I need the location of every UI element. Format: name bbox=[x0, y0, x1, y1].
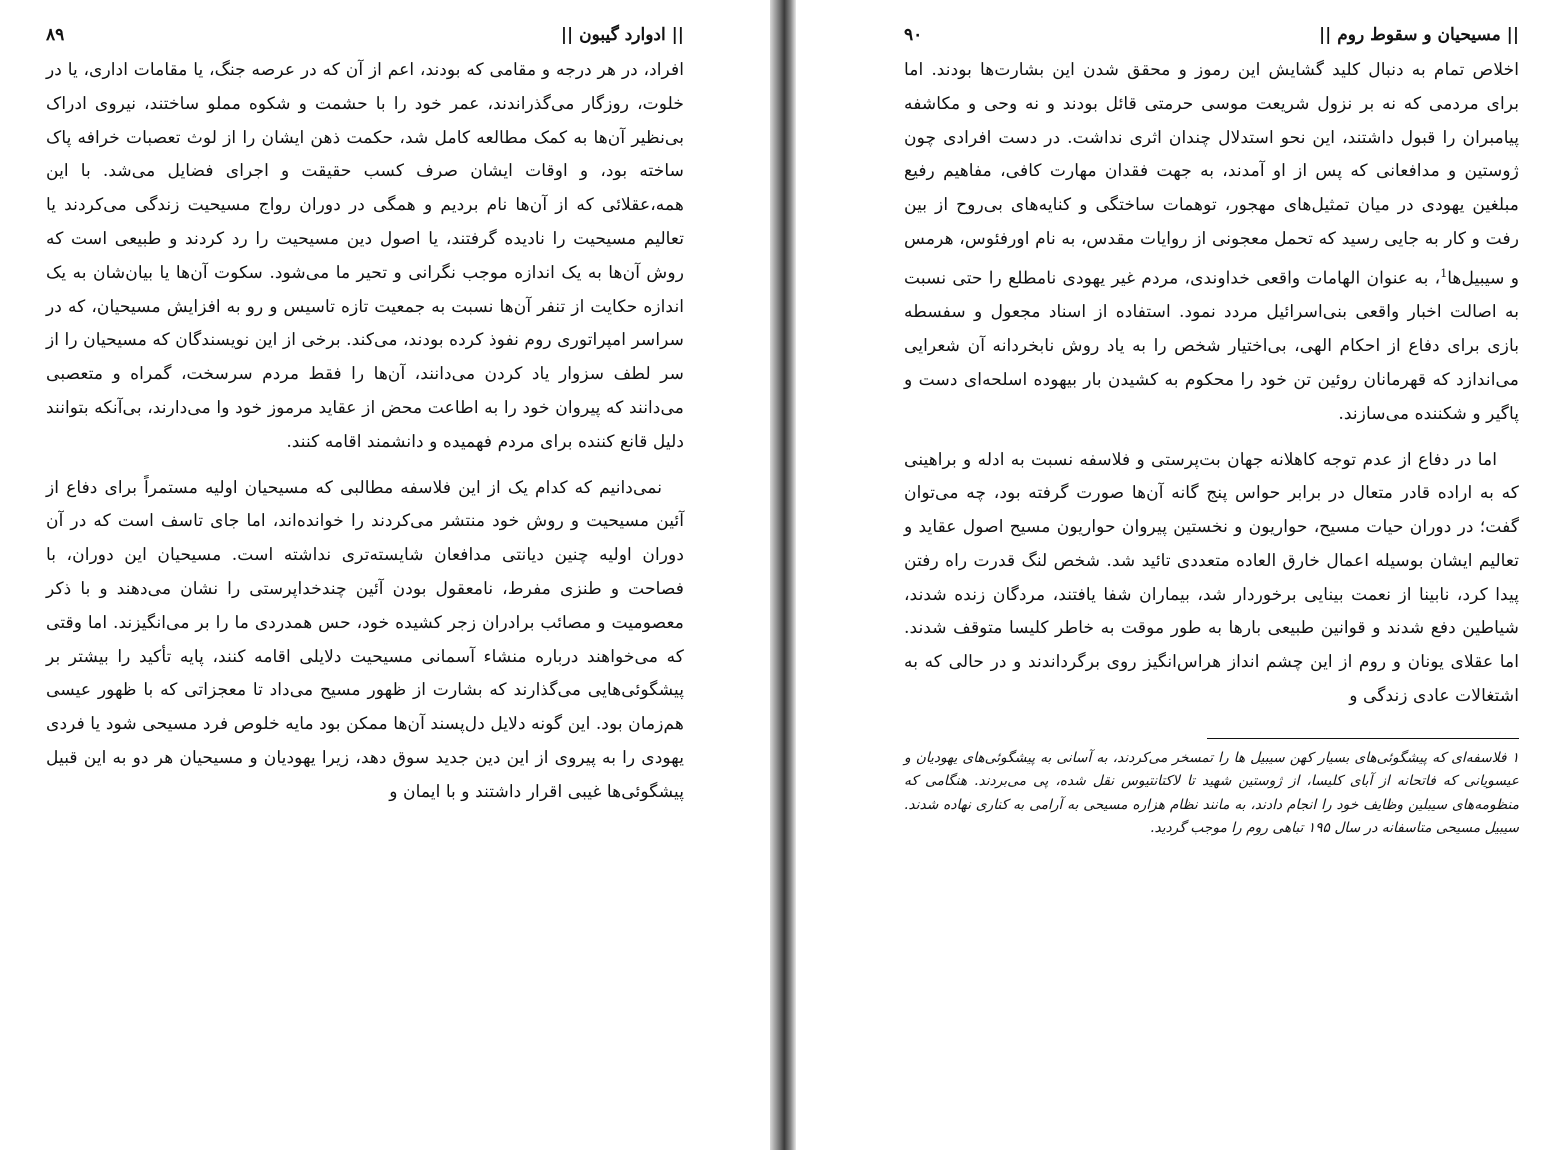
right-page bbox=[796, 0, 1557, 1150]
footnote-reference[interactable]: 1 bbox=[1440, 266, 1448, 280]
right-page-header bbox=[904, 20, 1519, 50]
page-number: ۹۰ bbox=[904, 25, 923, 45]
left-page bbox=[0, 0, 770, 1150]
footnote: ۱ فلاسفه‌ای که پیشگوئی‌های بسیار کهن سیبیل ها را تمسخر می‌کردند، به آسانی به پیشگوئی‌های یهودیان و عیسویانی که فاتحانه از آبای کلیسا، از ژوستین شهید تا لاکتانتیوس نقل شده، پی می‌بردند. هنگامی که منظومه‌های سیبلین وظایف خود را انجام دادند، به مانند نظام هزاره مسیحی به آرامی به کناری نهاده شدند. سیبیل مسیحی متاسفانه در سال ۱۹۵ تباهی روم را موجب گردید. bbox=[904, 749, 1519, 837]
running-title: || مسیحیان و سقوط روم || bbox=[1319, 25, 1519, 45]
paragraph-text: ، به عنوان الهامات واقعی خداوندی، مردم غیر یهودی نامطلع را حتی نسبت به اصالت اخبار واقعی بنی‌اسرائیل مردد نمود. استفاده از اسناد مجعول و سفسطه بازی برای دفاع از احکام الهی، بی‌اختیار شخص را به یاد روش نابخردانه آن شعرایی می‌اندازد که قهرمانان روئین تن خود را محکوم به کشیدن بار بیهوده اسلحه‌ای دست و پاگیر و شکننده می‌سازند. bbox=[904, 268, 1519, 424]
paragraph-text: اخلاص تمام به دنبال کلید گشایش این رموز و محقق شدن این بشارت‌ها بودند. اما برای مردمی که نه بر نزول شریعت موسی حرمتی قائل بودند و نه وحی و مکاشفه پیامبران را قبول داشتند، این نحو استدلال چندان اثری نداشت. در دست افرادی چون ژوستین و مدافعانی که پس از او آمدند، به جهت فقدان مهارت کافی، مفاهیم رفیع مبلغین یهودی در میان تمثیل‌های مهجور، توهمات ساختگی و کنایه‌های بی‌روح از بین رفت و کار به جایی رسید که تحمل معجونی از روایات مقدس، به نام اورفئوس، هرمس و سیبیل‌ها bbox=[904, 60, 1519, 289]
body-paragraph: نمی‌دانیم که کدام یک از این فلاسفه مطالبی که مسیحیان اولیه مستمراً برای دفاع از آئین مسیحیت و روش خود منتشر می‌کردند را خوانده‌اند، اما جای تاسف است که در آن دوران اولیه چنین دیانتی مدافعان شایسته‌تری نداشته است. مسیحیان این دوران، با فصاحت و طنزی مفرط، نامعقول بودن آئین چندخداپرستی را نشان می‌دهند و با ذکر معصومیت و مصائب برادران زجر کشیده خود، حس همدردی ما را بر می‌انگیزند. اما وقتی که می‌خواهند درباره منشاء آسمانی مسیحیت دلایلی اقامه کنند، پایه تأکید را بیشتر بر پیشگوئی‌هایی می‌گذارند که بشارت از ظهور مسیح می‌داد تا معجزاتی که با ظهور عیسی هم‌زمان بود. این گونه دلایل دل‌پسند آن‌ها ممکن بود مایه خلوص فرد مسیحی شود یا فردی یهودی را به پیروی از این دین جدید سوق دهد، زیرا یهودیان و مسیحیان هر دو به این قبیل پیشگوئی‌ها غیبی اقرار داشتند و با ایمان و bbox=[46, 477, 684, 802]
running-title: || ادوارد گیبون || bbox=[560, 25, 684, 45]
body-paragraph bbox=[904, 54, 1519, 432]
left-page-header bbox=[46, 20, 684, 50]
body-paragraph: افراد، در هر درجه و مقامی که بودند، اعم از آن که در عرصه جنگ، یا مقامات اداری، یا در خلوت، روزگار می‌گذراندند، عمر خود را با حشمت و شکوه مملو ساختند، نیروی ادراک بی‌نظیر آن‌ها به کمک مطالعه کامل شد، حکمت ذهن ایشان را از لوث تعصبات خرافه پاک ساخته بود، و اوقات ایشان صرف کسب حقیقت و اجرای فضایل می‌شد. با این همه،عقلائی که از آن‌ها نام بردیم و همگی در دوران رواج مسیحیت زندگی می‌کردند یا تعالیم مسیحیت را نادیده گرفتند، یا اصول دین مسیحیت را رد کردند و طبیعی است که روش آن‌ها به یک اندازه موجب نگرانی و تحیر ما می‌شود. سکوت آن‌ها یا بیان‌شان به یک اندازه حکایت از تنفر آن‌ها نسبت به جمعیت تازه تاسیس و رو به افزایش مسیحیان، که در سراسر امپراتوری روم نفوذ کرده بودند، می‌کند. برخی از این نویسندگان که مسیحیان را از سر لطف سزوار یاد کردن می‌دانند، آن‌ها را فقط مردم سرسخت، گمراه و متعصبی می‌دانند که پیروان خود را به اطاعت محض از عقاید مرموز خود وا می‌دارند، بی‌آنکه بتوانند دلیل قانع کننده برای مردم فهمیده و دانشمند اقامه کنند. bbox=[46, 60, 684, 452]
body-paragraph: اما در دفاع از عدم توجه کاهلانه جهان بت‌پرستی و فلاسفه نسبت به ادله و براهینی که به اراده قادر متعال در برابر حواس پنج گانه آن‌ها صورت گرفته بود، چه می‌توان گفت؛ در دوران حیات مسیح، حواریون و نخستین پیروان حواریون مسیح اصول عقاید و تعالیم ایشان بوسیله اعمال خارق العاده متعددی تائید شد. شخص لنگ قدرت راه رفتن پیدا کرد، نابینا از نعمت بینایی برخوردار شد، بیماران شفا یافتند، مردگان زنده شدند، شیاطین دفع شدند و قوانین طبیعی بارها به طور موقت به خاطر کلیسا متوقف شدند. اما عقلای یونان و روم از این چشم انداز هراس‌انگیز روی برگرداندند و در حالی که به اشتغالات عادی زندگی و bbox=[904, 449, 1519, 707]
footnote-divider bbox=[1207, 738, 1519, 739]
book-gutter bbox=[770, 0, 796, 1150]
page-number: ۸۹ bbox=[46, 25, 65, 45]
